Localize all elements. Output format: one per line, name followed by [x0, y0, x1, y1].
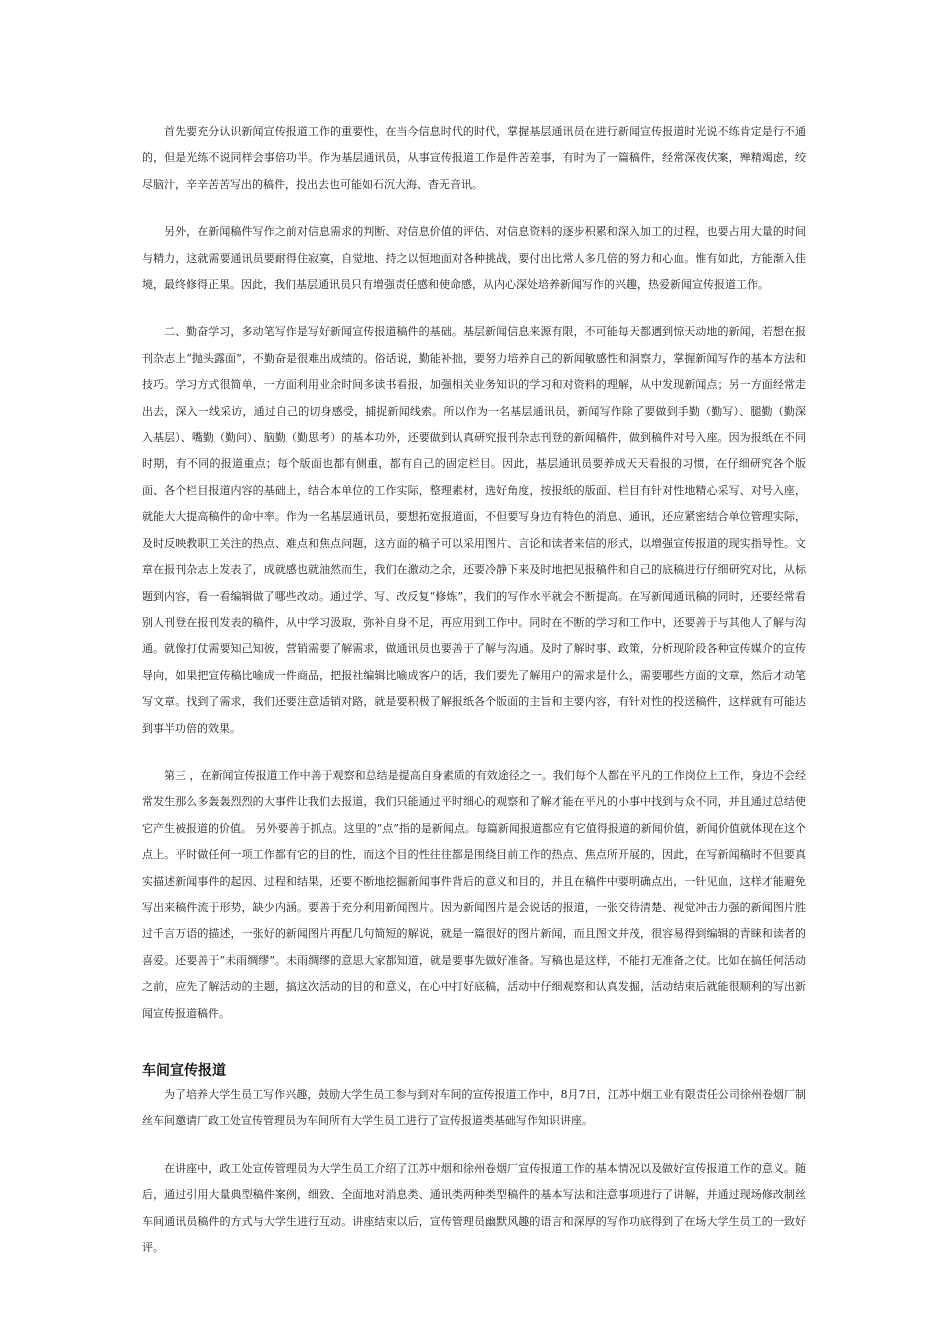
- paragraph-spacer: [142, 1027, 806, 1060]
- paragraph-spacer: [142, 742, 806, 763]
- document-body: [142, 119, 806, 1261]
- paragraph-patience: 另外，在新闻稿件写作之前对信息需求的判断、对信息价值的评估、对信息资料的逐步积累和深入加工的过程，也要占用大量的时间与精力，这就需要通讯员要耐得住寂寞，自觉地、持之以恒地面对各种挑战，要付出比常人多几倍的努力和心血。惟有如此，方能渐入佳境，最终修得正果。因此，我们基层通讯员只有增强责任感和使命感，从内心深处培养新闻写作的兴趣，热爱新闻宣传报道工作。: [142, 225, 806, 292]
- paragraph-spacer: [142, 198, 806, 219]
- paragraph-diligent-study: 二、勤奋学习，多动笔写作是写好新闻宣传报道稿件的基础。基层新闻信息来源有限，不可能每天都遇到惊天动地的新闻，若想在报刊杂志上“抛头露面”，不勤奋是很难出成绩的。俗话说，勤能补拙，要努力培养自己的新闻敏感性和洞察力，掌握新闻写作的基本方法和技巧。学习方式很简单，一方面利用业余时间多读书看报，加强相关业务知识的学习和对资料的理解，从中发现新闻点；另一方面经常走出去，深入一线采访，通过自己的切身感受，捕捉新闻线索。所以作为一名基层通讯员，新闻写作除了要做到手勤（勤写）、腿勤（勤深入基层）、嘴勤（勤问）、脑勤（勤思考）的基本功外，还要做到认真研究报刊杂志刊登的新闻稿件，做到稿件对号入座。因为报纸在不同时期，有不同的报道重点；每个版面也都有侧重，都有自己的固定栏目。因此，基层通讯员要养成天天看报的习惯，在仔细研究各个版面、各个栏目报道内容的基础上，结合本单位的工作实际，整理素材，选好角度，按报纸的版面、栏目有针对性地精心采写、对号入座，就能大大提高稿件的命中率。作为一名基层通讯员，要想拓宽报道面，不但要写身边有特色的消息、通讯，还应紧密结合单位管理实际，及时反映教职工关注的热点、难点和焦点问题，这方面的稿子可以采用图片、言论和读者来信的形式，以增强宣传报道的现实指导性。文章在报刊杂志上发表了，成就感也就油然而生，我们在激动之余，还要冷静下来及时地把见报稿件和自己的底稿进行仔细研究对比，从标题到内容，看一看编辑做了哪些改动。通过学、写、改反复“修炼”，我们的写作水平就会不断提高。在写新闻通讯稿的同时，还要经常看别人刊登在报刊发表的稿件，从中学习汲取，弥补自身不足，再应用到工作中。同时在不断的学习和工作中，还要善于与其他人了解与沟通。就像打仗需要知己知彼，营销需要了解需求，做通讯员也要善于了解与沟通。及时了解时事、政策，分析现阶段各种宣传媒介的宣传导向，如果把宣传稿比喻成一件商品，把报社编辑比喻成客户的话，我们要先了解用户的需求是什么，需要哪些方面的文章，然后才动笔写文章。找到了需求，我们还要注意适销对路，就是要积极了解报纸各个版面的主旨和主要内容，有针对性的投送稿件，这样就有可能达到事半功倍的效果。: [142, 325, 806, 735]
- paragraph-importance: 首先要充分认识新闻宣传报道工作的重要性，在当今信息时代的时代，掌握基层通讯员在进行新闻宣传报道时光说不练肯定是行不通的，但是光练不说同样会事倍功半。作为基层通讯员，从事宣传报道工作是件苦差事，有时为了一篇稿件，经常深夜伏案，殚精竭虑，绞尽脑汁，辛辛苦苦写出的稿件，投出去也可能如石沉大海、杳无音讯。: [142, 125, 806, 191]
- paragraph-lecture-content: 在讲座中，政工处宣传管理员为大学生员工介绍了江苏中烟和徐州卷烟厂宣传报道工作的基本情况以及做好宣传报道工作的意义。随后，通过引用大量典型稿件案例，细致、全面地对消息类、通讯类两种类型稿件的基本写法和注意事项进行了讲解，并通过现场修改制丝车间通讯员稿件的方式与大学生进行互动。讲座结束以后，宣传管理员幽默风趣的语言和深厚的写作功底得到了在场大学生员工的一致好评。: [142, 1161, 806, 1255]
- section-heading: 车间宣传报道: [142, 1063, 226, 1079]
- paragraph-spacer: [142, 1135, 806, 1156]
- paragraph-observation: 第三 ，在新闻宣传报道工作中善于观察和总结是提高自身素质的有效途径之一。我们每个人都在平凡的工作岗位上工作，身边不会经常发生那么多轰轰烈烈的大事件让我们去报道，我们只能通过平时细心的观察和了解才能在平凡的小事中找到与众不同，并且通过总结使它产生被报道的价值。 另外要善于抓点。这里的“点”指的是新闻点。每篇新闻报道都应有它值得报道的新闻价值，新闻价值就体现在这个点上。平时做任何一项工作都有它的目的性，而这个目的性往往都是围绕目前工作的热点、焦点所开展的，因此，在写新闻稿时不但要真实描述新闻事件的起因、过程和结果，还要不断地挖掘新闻事件背后的意义和目的，并且在稿件中要明确点出，一针见血，这样才能避免写出来稿件流于形势，缺少内涵。要善于充分利用新闻图片。因为新闻图片是会说话的报道，一张交待清楚、视觉冲击力强的新闻图片胜过千言万语的描述，一张好的新闻图片再配几句简短的解说，就是一篇很好的图片新闻，而且图文并茂，很容易得到编辑的青睐和读者的喜爱。还要善于“未雨绸缪”。未雨绸缪的意思大家都知道，就是要事先做好准备。写稿也是这样，不能打无准备之仗。比如在搞任何活动之前，应先了解活动的主题，搞这次活动的目的和意义，在心中打好底稿，活动中仔细观察和认真发掘，活动结束后就能很顺利的写出新闻宣传报道稿件。: [142, 768, 806, 1020]
- paragraph-spacer: [142, 298, 806, 319]
- paragraph-lecture-intro: 为了培养大学生员工写作兴趣，鼓励大学生员工参与到对车间的宣传报道工作中，8月7日，江苏中烟工业有限责任公司徐州卷烟厂制丝车间邀请厂政工处宣传管理员为车间所有大学生员工进行了宣传报道类基础写作知识讲座。: [142, 1088, 806, 1128]
